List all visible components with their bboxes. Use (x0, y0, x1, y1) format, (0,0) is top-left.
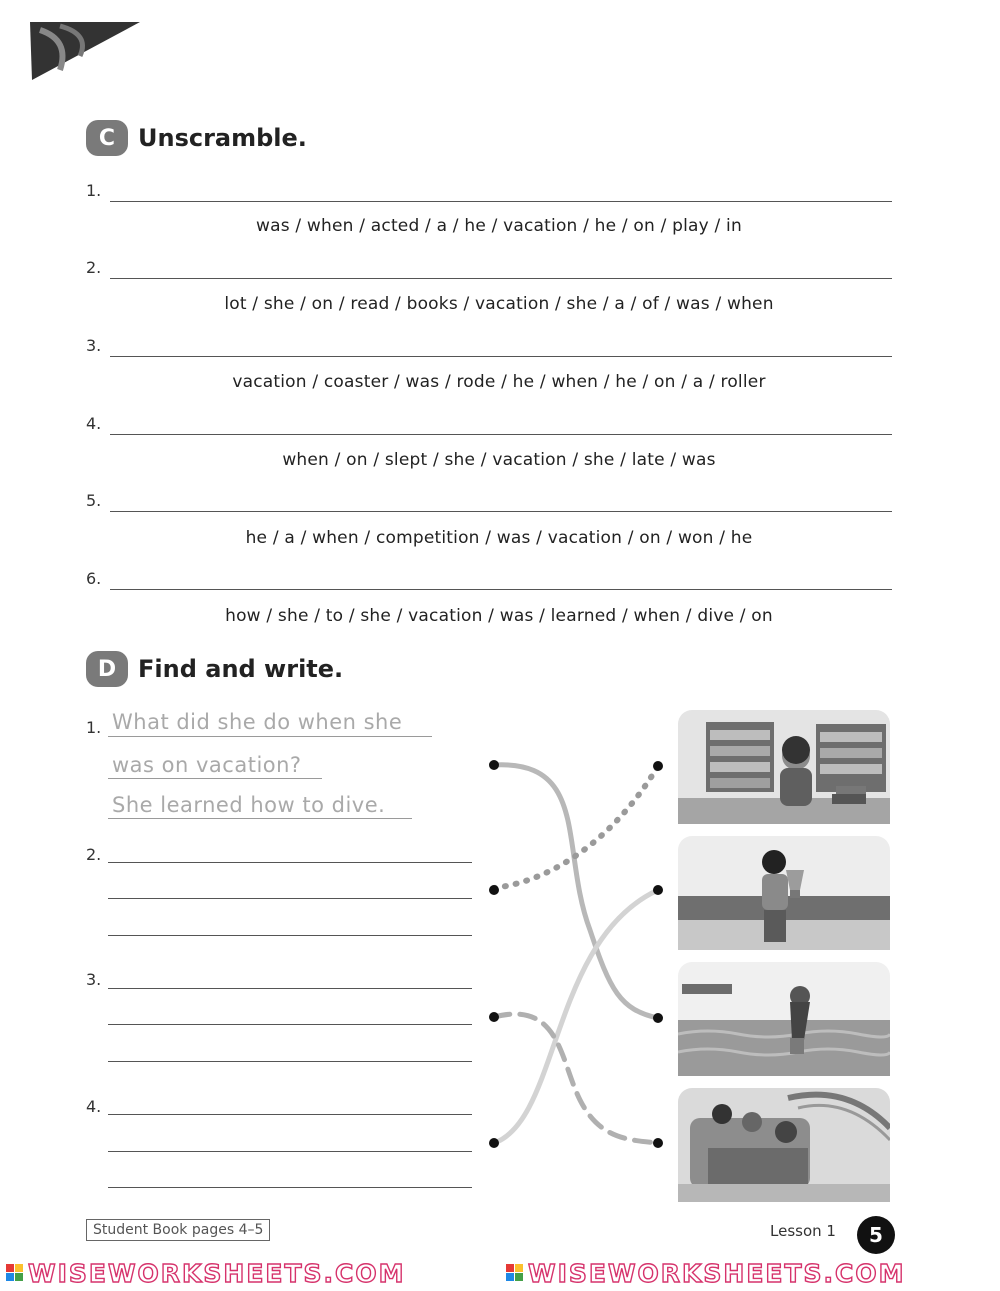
match-dot-right-4 (653, 1138, 663, 1148)
unscramble-number: 3. (86, 336, 102, 355)
answer-line[interactable] (110, 278, 892, 279)
answer-line[interactable] (108, 1114, 472, 1115)
match-dot-left-1 (489, 760, 499, 770)
unscramble-number: 5. (86, 491, 102, 510)
unscramble-row-2[interactable] (86, 249, 892, 279)
match-line-dashed (494, 1014, 658, 1143)
page-number-badge: 5 (857, 1216, 895, 1254)
find-write-number: 1. (86, 718, 102, 737)
watermark-text-left: WISEWORKSHEETS.COM (28, 1259, 406, 1288)
example-answer-line: She learned how to dive. (112, 793, 386, 817)
unscramble-number: 6. (86, 569, 102, 588)
answer-line[interactable] (108, 1061, 472, 1062)
picture-child-diving (678, 962, 890, 1076)
answer-line[interactable] (110, 511, 892, 512)
section-c-badge: C (86, 120, 128, 156)
answer-line[interactable] (108, 935, 472, 936)
scrambled-words: when / on / slept / she / vacation / she / late / was (282, 450, 716, 470)
scrambled-words: vacation / coaster / was / rode / he / when / he / on / a / roller (232, 372, 766, 392)
guide-line (108, 778, 322, 779)
picture-roller-coaster (678, 1088, 890, 1202)
unscramble-number: 1. (86, 181, 102, 200)
match-dot-right-1 (653, 761, 663, 771)
section-c-title: Unscramble. (138, 124, 307, 152)
unscramble-row-5[interactable] (86, 482, 892, 512)
match-line-solid-2 (494, 890, 658, 1143)
guide-line (108, 818, 412, 819)
unscramble-row-6[interactable] (86, 560, 892, 590)
answer-line[interactable] (110, 201, 892, 202)
answer-line[interactable] (110, 589, 892, 590)
find-write-number: 4. (86, 1097, 102, 1116)
scrambled-words: how / she / to / she / vacation / was / learned / when / dive / on (225, 606, 773, 626)
answer-line[interactable] (108, 988, 472, 989)
unscramble-row-3[interactable] (86, 327, 892, 357)
picture-girl-trophy (678, 836, 890, 950)
picture-boy-reading (678, 710, 890, 824)
match-line-solid-1 (494, 765, 658, 1018)
lesson-label: Lesson 1 (770, 1222, 836, 1240)
answer-line[interactable] (108, 898, 472, 899)
match-dot-left-3 (489, 1012, 499, 1022)
answer-line[interactable] (108, 1151, 472, 1152)
watermark-banner (0, 1256, 1000, 1290)
unscramble-number: 2. (86, 258, 102, 277)
section-d-header (86, 651, 343, 687)
answer-line[interactable] (108, 1187, 472, 1188)
answer-line[interactable] (110, 356, 892, 357)
match-dot-right-3 (653, 1013, 663, 1023)
section-d-title: Find and write. (138, 655, 344, 683)
example-question-line-2: was on vacation? (112, 753, 302, 777)
find-write-number: 2. (86, 845, 102, 864)
watermark-logo-left (6, 1264, 23, 1281)
unscramble-row-4[interactable] (86, 405, 892, 435)
student-book-reference: Student Book pages 4–5 (86, 1219, 270, 1241)
answer-line[interactable] (110, 434, 892, 435)
match-dot-right-2 (653, 885, 663, 895)
corner-decoration (0, 0, 160, 90)
answer-line[interactable] (108, 862, 472, 863)
find-write-number: 3. (86, 970, 102, 989)
unscramble-number: 4. (86, 414, 102, 433)
watermark-text-right: WISEWORKSHEETS.COM (528, 1259, 906, 1288)
match-line-dotted (494, 766, 658, 888)
section-c-header (86, 120, 307, 156)
match-dot-left-4 (489, 1138, 499, 1148)
guide-line (108, 736, 432, 737)
match-dot-left-2 (489, 885, 499, 895)
unscramble-row-1[interactable] (86, 172, 892, 202)
example-question-line-1: What did she do when she (112, 710, 403, 734)
scrambled-words: was / when / acted / a / he / vacation / he / on / play / in (256, 216, 742, 236)
watermark-logo-right (506, 1264, 523, 1281)
section-d-badge: D (86, 651, 128, 687)
answer-line[interactable] (108, 1024, 472, 1025)
scrambled-words: lot / she / on / read / books / vacation / she / a / of / was / when (224, 294, 774, 314)
scrambled-words: he / a / when / competition / was / vacation / on / won / he (245, 528, 753, 548)
